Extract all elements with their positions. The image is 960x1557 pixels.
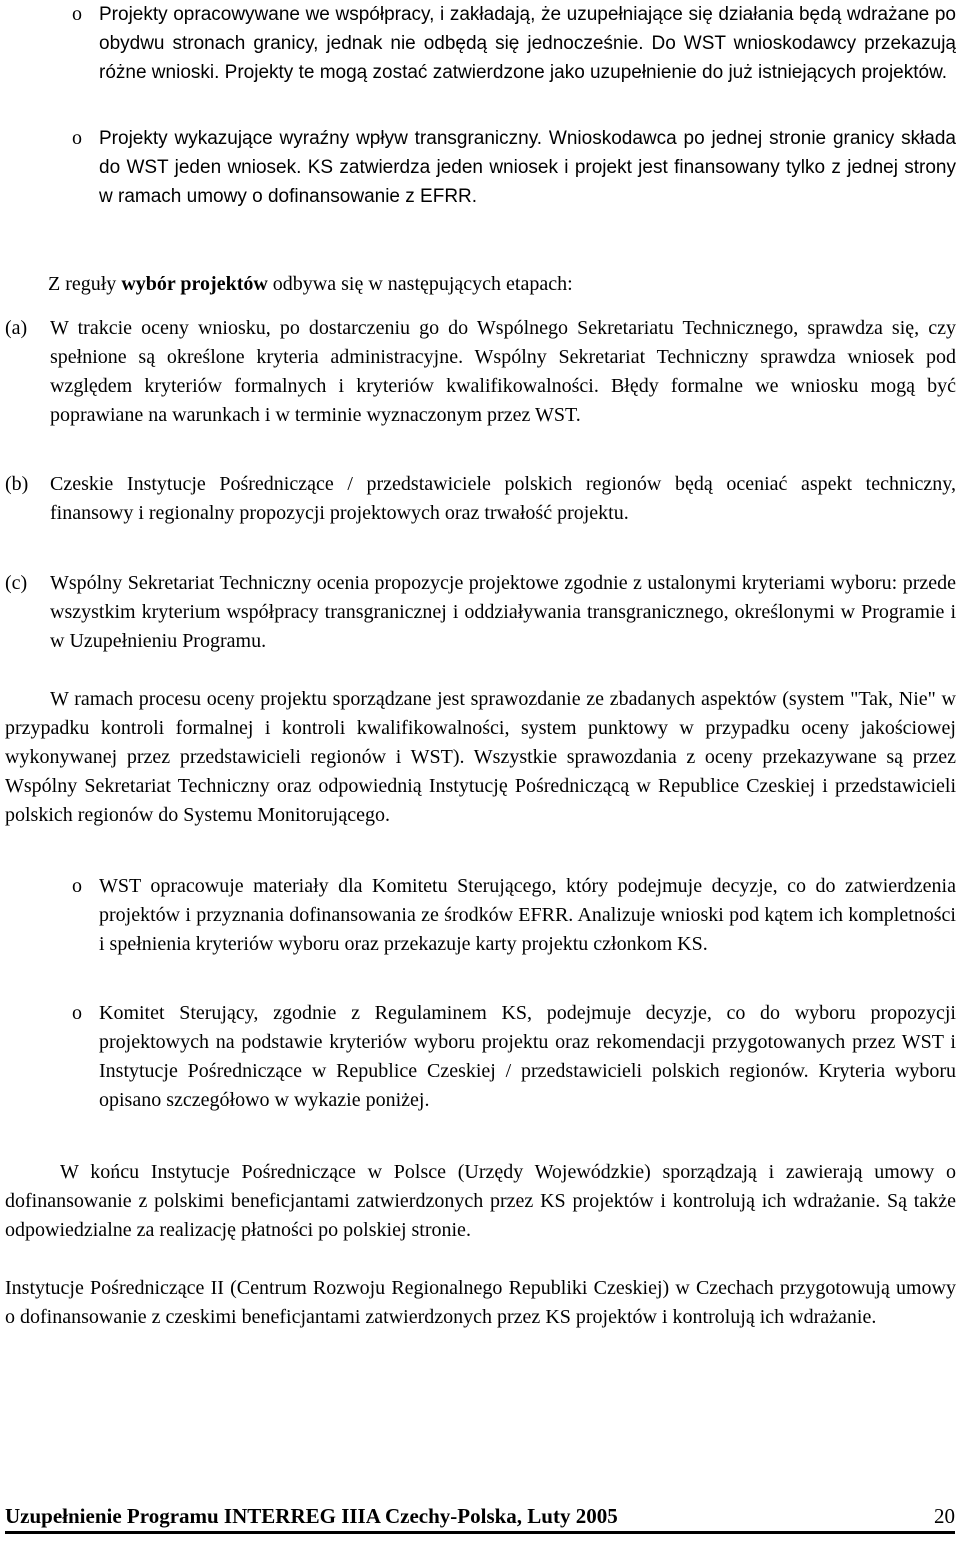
bullet-text-wst-materials: WST opracowuje materiały dla Komitetu Sterującego, który podejmuje decyzje, co do zatwierdzenia projektów i przyznania dofinansowania ze środków EFRR. Analizuje wnioski pod kątem ich kompletności i spełnienia kryteriów wyboru oraz przekazuje karty projektu członkom KS.: [99, 875, 956, 955]
selection-intro: [48, 270, 948, 299]
bullet-marker: o: [72, 127, 82, 149]
bullet-marker: o: [72, 875, 82, 897]
stage-label: (a): [5, 317, 28, 339]
closing-paragraph-poland: W końcu Instytucje Pośredniczące w Polsce (Urzędy Wojewódzkie) sporządzają i zawierają umowy o dofinansowanie z polskimi beneficjantami zatwierdzonych przez KS projektów i kontrolują ich wdrażanie. Są także odpowiedzialne za realizację płatności po polskiej stronie.: [5, 1161, 956, 1241]
stage-label: (c): [5, 572, 28, 594]
closing-paragraph-czech: Instytucje Pośredniczące II (Centrum Rozwoju Regionalnego Republiki Czeskiej) w Czechach przygotowują umowy o dofinansowanie z czeskimi beneficjantami zatwierdzonych przez KS projektów i kontrolują ich wdrażanie.: [5, 1277, 956, 1328]
stage-text-jts-evaluation: Wspólny Sekretariat Techniczny ocenia propozycje projektowe zgodnie z ustalonymi kryteriami wyboru: przede wszystkim kryterium współpracy transgranicznej i oddziaływania transgranicznego, określonymi w Programie i w Uzupełnieniu Programu.: [50, 572, 956, 652]
bullet-marker: o: [72, 1002, 82, 1024]
stage-text-admin-check: W trakcie oceny wniosku, po dostarczeniu go do Wspólnego Sekretariatu Technicznego, sprawdza się, czy spełnione są określone kryteria administracyjne. Wspólny Sekretariat Techniczny sprawdza wniosek pod względem kryteriów formalnych i kryteriów kwalifikowalności. Błędy formalne we wniosku mogą być poprawiane na warunkach i w terminie wyznaczonym przez WST.: [50, 317, 956, 426]
bullet-text-cooperation-projects: Projekty opracowywane we współpracy, i zakładają, że uzupełniające się działania będą wdrażane po obydwu stronach granicy, jednak nie odbędą się jednocześnie. Do WST wnioskodawcy przekazują różne wnioski. Projekty te mogą zostać zatwierdzone jako uzupełnienie do już istniejących projektów.: [99, 4, 956, 83]
stage-label: (b): [5, 473, 29, 495]
bullet-text-crossborder-projects: Projekty wykazujące wyraźny wpływ transgraniczny. Wnioskodawca po jednej stronie granicy składa do WST jeden wniosek. KS zatwierdza jeden wniosek i projekt jest finansowany tylko z jednej strony w ramach umowy o dofinansowanie z EFRR.: [99, 128, 956, 207]
page-number: 20: [934, 1504, 955, 1528]
footer-divider: [5, 1531, 955, 1534]
intro-text-before: Z reguły: [48, 273, 122, 295]
intro-bold-term: wybór projektów: [121, 273, 268, 295]
bullet-marker: o: [72, 3, 82, 25]
assessment-paragraph: W ramach procesu oceny projektu sporządzane jest sprawozdanie ze zbadanych aspektów (system "Tak, Nie" w przypadku kontroli formalnej i kontroli kwalifikowalności, system punktowy w przypadku oceny jakościowej wykonywanej przez przedstawicieli regionów i WST). Wszystkie sprawozdania z oceny przekazywane są przez Wspólny Sekretariat Techniczny oraz odpowiednią Instytucję Pośredniczącą w Republice Czeskiej i przedstawicieli polskich regionów do Systemu Monitorującego.: [5, 688, 956, 826]
bullet-text-steering-committee: Komitet Sterujący, zgodnie z Regulaminem KS, podejmuje decyzje, co do wyboru propozycji projektowych na podstawie kryteriów wyboru projektu oraz rekomendacji przygotowanych przez WST i Instytucje Pośredniczące w Republice Czeskiej / przedstawicieli polskich regionów. Kryteria wyboru opisano szczegółowo w wykazie poniżej.: [99, 1002, 956, 1111]
intro-text-after: odbywa się w następujących etapach:: [267, 273, 573, 295]
stage-text-technical-assessment: Czeskie Instytucje Pośredniczące / przedstawiciele polskich regionów będą oceniać aspekt techniczny, finansowy i regionalny propozycji projektowych oraz trwałość projektu.: [50, 473, 956, 524]
footer-title: Uzupełnienie Programu INTERREG IIIA Czechy-Polska, Luty 2005: [5, 1504, 618, 1528]
